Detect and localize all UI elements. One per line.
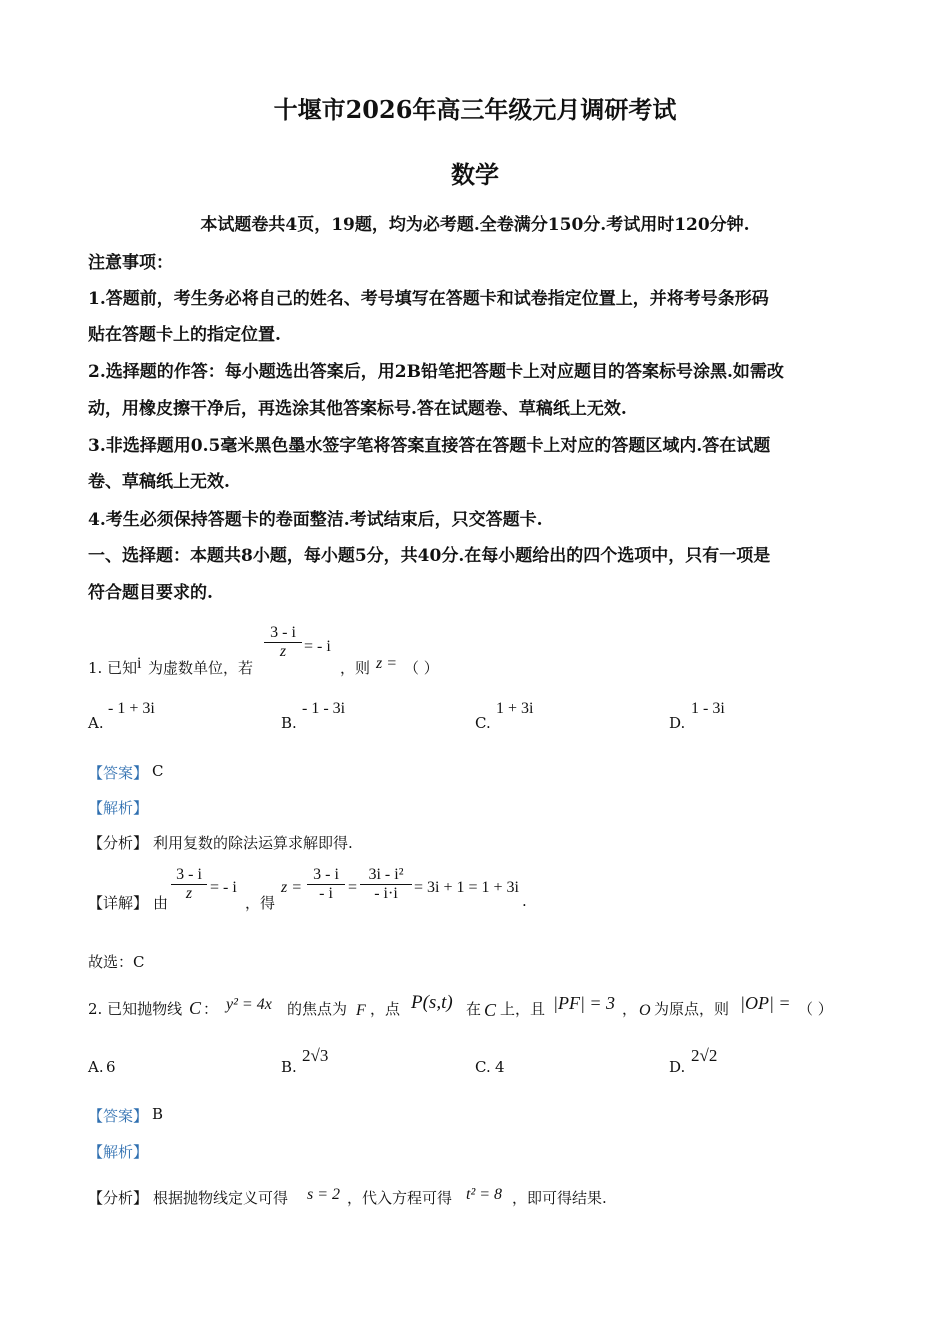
q1-detail-de: ，得	[245, 894, 276, 912]
q1-detail-f3-den: - i·i	[374, 885, 398, 902]
q1-detail-fraction-3	[360, 866, 412, 903]
q1-fenxi-tag: 【分析】	[88, 834, 149, 852]
q2-stem-a: 2. 已知抛物线	[88, 1000, 183, 1018]
q2-option-a-value: 6	[106, 1058, 116, 1076]
q2-paren: （ ）	[798, 1000, 833, 1018]
q2-option-b-value: 2√3	[302, 1046, 329, 1065]
q1-option-d-value: 1 - 3i	[691, 700, 725, 717]
q2-s-eq: s = 2	[307, 1186, 341, 1203]
q1-detail-f2-den: - i	[319, 885, 333, 902]
q1-detail-tail: = 3i + 1 = 1 + 3i	[414, 879, 519, 896]
q2-option-c-value: 4	[495, 1058, 505, 1076]
q1-answer: C	[152, 762, 164, 780]
notes-heading: 注意事项：	[88, 253, 173, 273]
q1-stem-a: 1. 已知	[88, 659, 138, 677]
q1-frac-num: 3 - i	[270, 624, 296, 641]
q2-answer-tag: 【答案】	[88, 1107, 149, 1125]
q2-stem-f: ，	[622, 1000, 638, 1018]
exam-title: 十堰市2026年高三年级元月调研考试	[273, 95, 677, 124]
q2-fenxi-b: ，代入方程可得	[347, 1189, 453, 1207]
q1-detail-you: 由	[153, 894, 169, 912]
q1-detail-f1-den: z	[185, 885, 193, 902]
section-heading-cont: 符合题目要求的.	[88, 583, 213, 603]
note-line: 3.非选择题用0.5毫米黑色墨水签字笔将答案直接答在答题卡上对应的答题区域内.答在试题	[88, 436, 771, 456]
q1-detail-eq2: =	[348, 879, 358, 896]
q2-analysis-tag: 【解析】	[88, 1143, 149, 1161]
q2-fenxi-a: 根据抛物线定义可得	[153, 1189, 289, 1207]
q2-C: C	[189, 998, 202, 1018]
q1-detail-z: z =	[281, 879, 303, 896]
q1-analysis-tag: 【解析】	[88, 799, 149, 817]
q1-detail-eq1: = - i	[210, 879, 237, 896]
q1-detail-fraction-2	[307, 866, 345, 903]
q1-detail-fraction-1	[171, 866, 207, 903]
section-heading: 一、选择题：本题共8小题，每小题5分，共40分.在每小题给出的四个选项中，只有一项是	[88, 546, 771, 566]
q2-answer: B	[152, 1105, 164, 1123]
q2-equation: y² = 4x	[226, 996, 272, 1013]
q1-option-a-value: - 1 + 3i	[108, 700, 155, 717]
q1-fenxi: 利用复数的除法运算求解即得.	[153, 834, 353, 852]
exam-subject: 数学	[451, 160, 499, 189]
q2-colon: ：	[203, 1000, 219, 1018]
q2-option-a-label: A.	[88, 1058, 104, 1076]
q1-detail-dot: .	[522, 892, 527, 910]
q1-option-b-value: - 1 - 3i	[302, 700, 346, 717]
q1-detail-f2-num: 3 - i	[313, 866, 339, 883]
note-line: 2.选择题的作答：每小题选出答案后，用2B铅笔把答题卡上对应题目的答案标号涂黑.如需改	[88, 362, 784, 382]
note-line: 贴在答题卡上的指定位置.	[88, 325, 281, 345]
q2-t-eq: t² = 8	[466, 1186, 503, 1203]
q1-fraction	[264, 624, 302, 661]
q1-paren: （ ）	[404, 659, 439, 677]
q2-F: F	[356, 1002, 366, 1019]
q1-option-c-value: 1 + 3i	[496, 700, 534, 717]
q1-option-a-label: A.	[88, 714, 104, 732]
q1-conclusion: 故选：C	[88, 953, 145, 971]
q1-detail-f1-num: 3 - i	[176, 866, 202, 883]
note-line: 卷、草稿纸上无效.	[88, 472, 230, 492]
q1-option-c-label: C.	[475, 714, 491, 732]
q2-C2: C	[484, 1000, 497, 1020]
q2-option-b-label: B.	[281, 1058, 297, 1076]
q2-fenxi-c: ，即可得结果.	[512, 1189, 607, 1207]
q1-eq-rhs: = - i	[304, 638, 331, 655]
note-line: 4.考生必须保持答题卡的卷面整洁.考试结束后，只交答题卡.	[88, 510, 543, 530]
q1-stem-c: ，则	[340, 659, 371, 677]
q1-frac-den: z	[279, 643, 287, 660]
q2-P: P(s,t)	[411, 992, 453, 1013]
q2-O: O	[639, 1002, 651, 1019]
q1-option-b-label: B.	[281, 714, 297, 732]
q2-fenxi-tag: 【分析】	[88, 1189, 149, 1207]
q2-stem-b: 的焦点为	[287, 1000, 348, 1018]
q2-stem-c: ，点	[370, 1000, 401, 1018]
q2-option-c-label: C.	[475, 1058, 491, 1076]
q2-stem-g: 为原点，则	[654, 1000, 730, 1018]
q2-stem-e: 上，且	[500, 1000, 546, 1018]
q2-PF: |PF| = 3	[553, 993, 616, 1013]
note-line: 1.答题前，考生务必将自己的姓名、考号填写在答题卡和试卷指定位置上，并将考号条形码	[88, 289, 769, 309]
q1-stem-b: 为虚数单位，若	[148, 659, 254, 677]
q1-detail-f3-num: 3i - i²	[368, 866, 404, 883]
note-line: 动，用橡皮擦干净后，再选涂其他答案标号.答在试题卷、草稿纸上无效.	[88, 399, 627, 419]
q1-option-d-label: D.	[669, 714, 686, 732]
q2-option-d-label: D.	[669, 1058, 686, 1076]
q1-answer-tag: 【答案】	[88, 764, 149, 782]
q1-z-eq: z =	[376, 655, 398, 672]
q2-option-d-value: 2√2	[691, 1046, 718, 1065]
exam-intro: 本试题卷共4页，19题，均为必考题.全卷满分150分.考试用时120分钟.	[200, 215, 750, 235]
q1-i-symbol: i	[137, 655, 142, 672]
q2-OP: |OP| =	[740, 993, 791, 1013]
q1-detail-tag: 【详解】	[88, 894, 149, 912]
q2-stem-d: 在	[466, 1000, 482, 1018]
